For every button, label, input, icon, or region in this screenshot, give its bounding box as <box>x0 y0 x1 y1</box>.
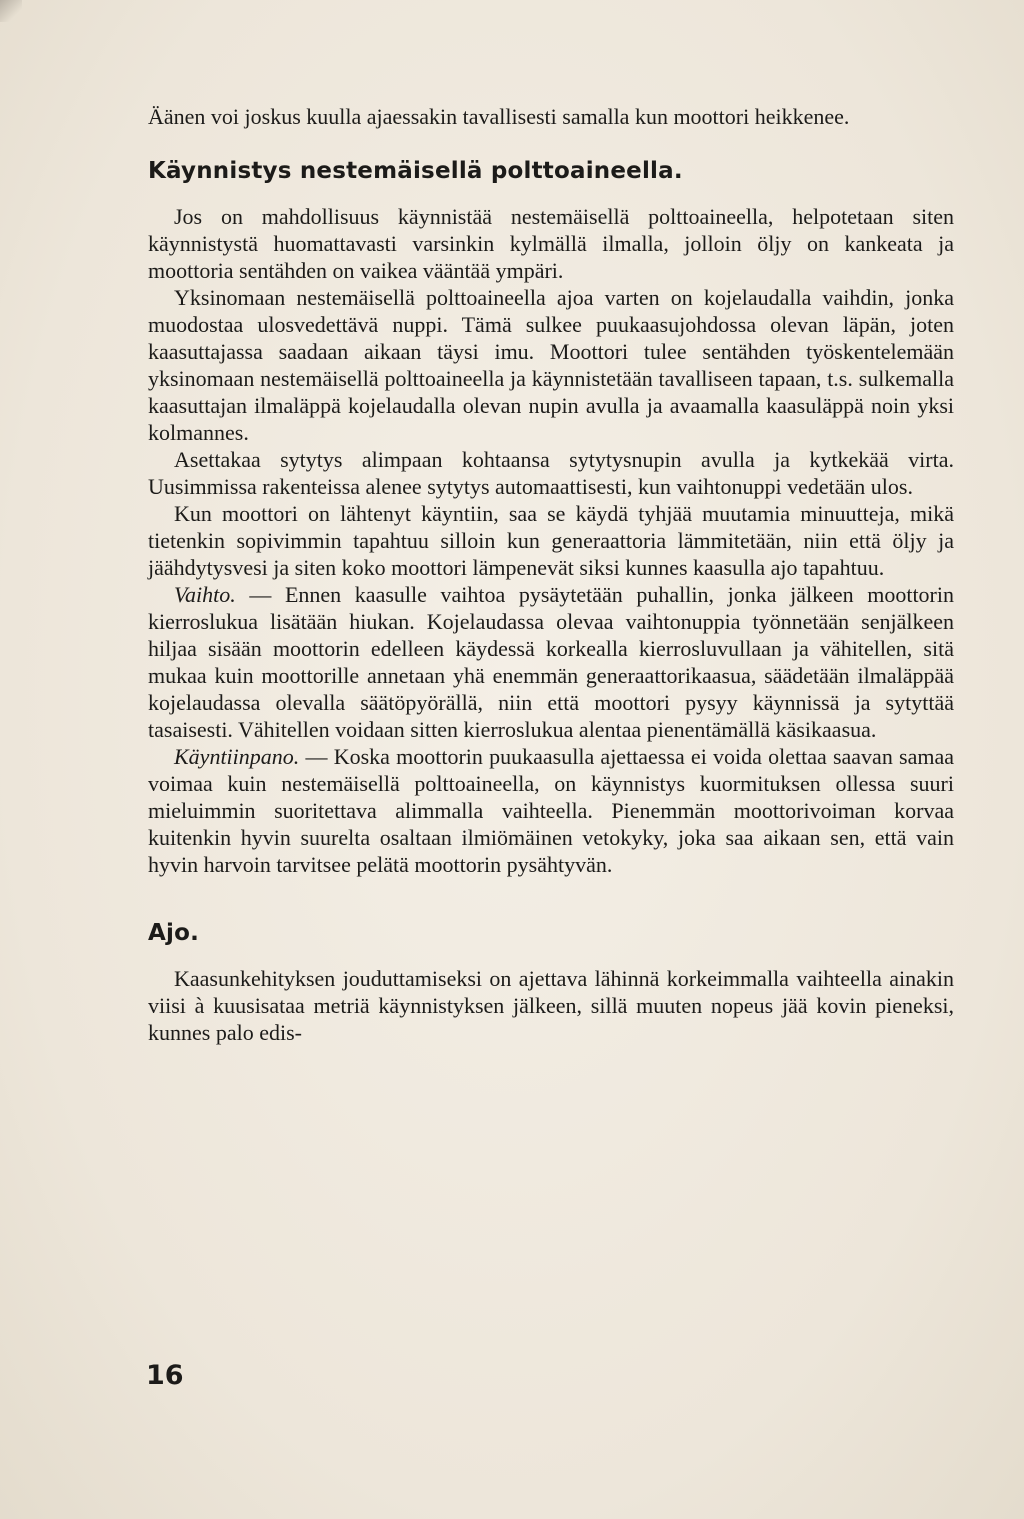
page-number: 16 <box>146 1360 184 1391</box>
page-corner-shadow <box>0 0 22 22</box>
section-heading-driving: Ajo. <box>148 920 200 946</box>
page-content <box>148 103 954 1046</box>
paragraph-driving-1: Kaasunkehityksen jouduttamiseksi on ajettava lähinnä korkeimmalla vaihteella ainakin viisi à kuusisataa metriä käynnistyksen jälkeen, sillä muuten nopeus jää kovin pieneksi, kunnes palo edis- <box>148 966 954 1045</box>
section-heading-starting: Käynnistys nestemäisellä polttoaineella. <box>148 158 683 184</box>
paragraph-starting-2: Yksinomaan nestemäisellä polttoaineella ajoa varten on kojelaudalla vaihdin, jonka muodostaa ulosvedettävä nuppi. Tämä sulkee puukaasujohdossa olevan läpän, joten kaasuttajassa saadaan aikaan täysi imu. Moottori tulee sentähden työskentelemään yksinomaan nestemäisellä polttoaineella ja käynnistetään tavalliseen tapaan, t.s. sulkemalla kaasuttajan ilmaläppä kojelaudalla olevan nupin avulla ja avaamalla kaasuläppä noin yksi kolmannes. <box>148 285 954 445</box>
paragraph-starting-3: Asettakaa sytytys alimpaan kohtaansa sytytysnupin avulla ja kytkekää virta. Uusimmissa rakenteissa alenee sytytys automaattisesti, kun vaihtonuppi vedetään ulos. <box>148 447 954 499</box>
switchover-label: Vaihto. <box>174 582 236 607</box>
paragraph-switchover <box>148 581 954 743</box>
startup-label: Käyntiinpano. <box>174 744 300 769</box>
paragraph-starting-1: Jos on mahdollisuus käynnistää nestemäisellä polttoaineella, helpotetaan siten käynnistystä huomattavasti varsinkin kylmällä ilmalla, jolloin öljy on kankeata ja moottoria sentähden on vaikea vääntää ympäri. <box>148 204 954 283</box>
switchover-text: — Ennen kaasulle vaihtoa pysäytetään puhallin, jonka jälkeen moottorin kierroslukua lisätään hiukan. Kojelaudassa olevaa vaihtonuppia työnnetään senjälkeen hiljaa sisään moottorin edelleen käydessä korkealla kierrosluvullaan ja vähitellen, sitä mukaa kuin moottorille annetaan yhä enemmän generaattorikaasua, säädetään ilmaläppää kojelaudassa olevalla säätöpyörällä, niin että moottori pysyy käynnissä ja sytyttää tasaisesti. Vähitellen voidaan sitten kierroslukua alentaa pienentämällä käsikaasua. <box>148 582 954 742</box>
intro-paragraph: Äänen voi joskus kuulla ajaessakin tavallisesti samalla kun moottori heikkenee. <box>148 104 850 129</box>
paragraph-startup <box>148 743 954 878</box>
paragraph-starting-4: Kun moottori on lähtenyt käyntiin, saa se käydä tyhjää muutamia minuutteja, mikä tietenkin sopivimmin tapahtuu silloin kun generaattoria lämmitetään, niin että öljy ja jäähdytysvesi ja siten koko moottori lämpenevät siksi kunnes kaasulla ajo tapahtuu. <box>148 501 954 580</box>
startup-text: — Koska moottorin puukaasulla ajettaessa ei voida olettaa saavan samaa voimaa kuin nestemäisellä polttoaineella, on käynnistys kuormituksen ollessa suuri mieluimmin suoritettava alimmalla vaihteella. Pienemmän moottorivoiman korvaa kuitenkin hyvin suurelta osaltaan ilmiömäinen vetokyky, joka saa aikaan sen, että vain hyvin harvoin tarvitsee pelätä moottorin pysähtyvän. <box>148 744 954 877</box>
